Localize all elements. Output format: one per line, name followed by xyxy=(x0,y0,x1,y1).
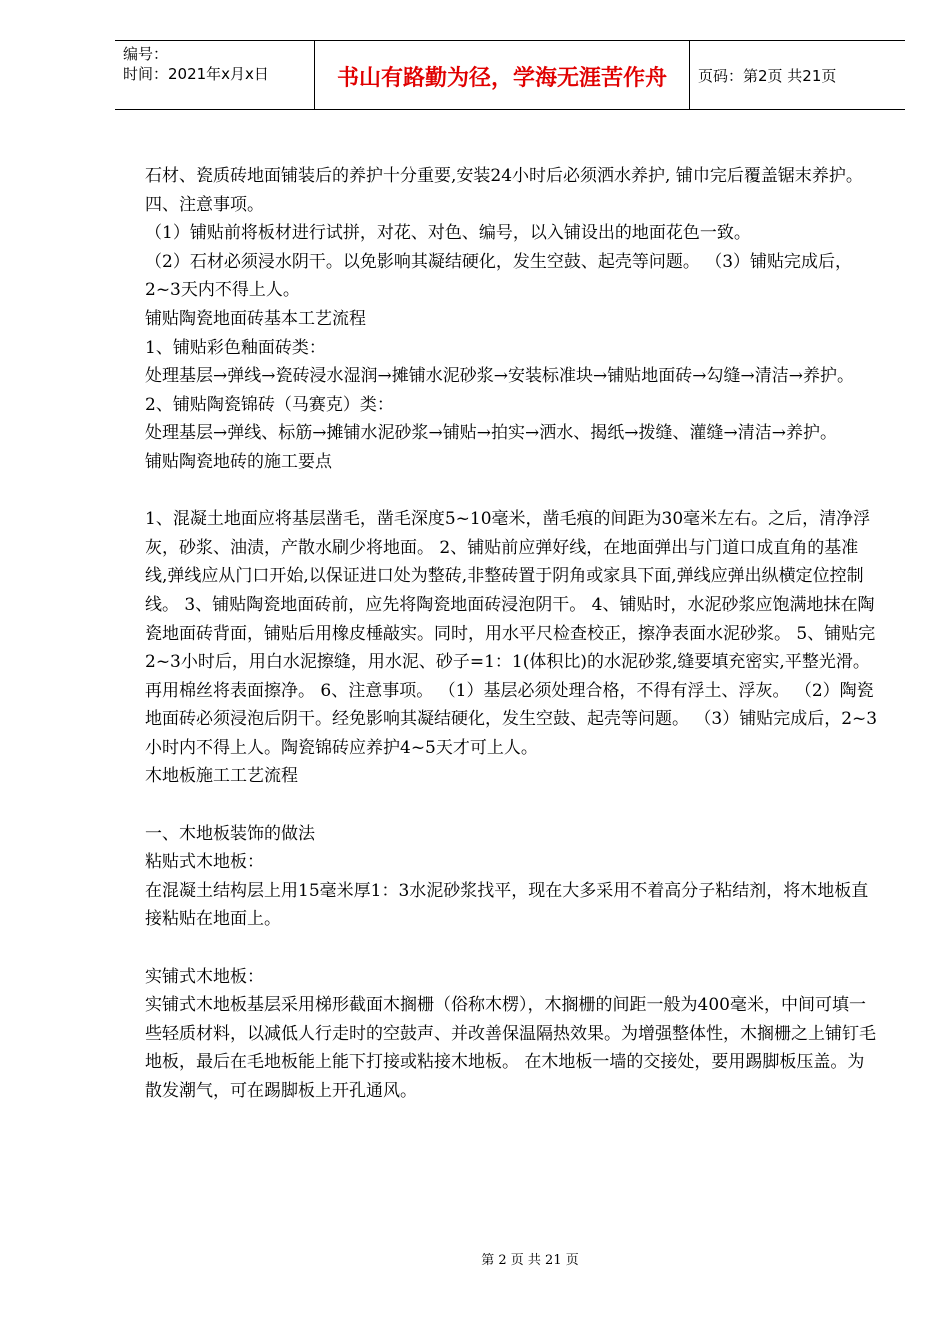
body-paragraph: 在混凝土结构层上用15毫米厚1：3水泥砂浆找平，现在大多采用不着高分子粘结剂，将木地板直接粘贴在地面上。 xyxy=(145,880,869,930)
section-heading: 四、注意事项。 xyxy=(145,194,264,215)
header-motto: 书山有路勤为径，学海无涯苦作舟 xyxy=(315,41,690,109)
subsection-heading: 1、铺贴彩色釉面砖类： xyxy=(145,337,326,358)
document-number-label: 编号： xyxy=(123,45,169,63)
process-flow: 处理基层→弹线→瓷砖浸水湿润→摊铺水泥砂浆→安装标准块→铺贴地面砖→勾缝→清洁→养护。 xyxy=(145,366,854,387)
subsection-heading: 2、铺贴陶瓷锦砖（马赛克）类： xyxy=(145,394,394,415)
body-paragraph: 石材、瓷质砖地面铺装后的养护十分重要,安装24小时后必须洒水养护, 铺巾完后覆盖锯末养护。 xyxy=(145,166,863,186)
section-heading: 铺贴陶瓷地面砖基本工艺流程 xyxy=(145,308,366,329)
page-header xyxy=(115,40,905,110)
body-paragraph: （2）石材必须浸水阴干。以免影响其凝结硬化，发生空鼓、起壳等问题。 （3）铺贴完成后，2~3天内不得上人。 xyxy=(145,251,853,301)
subsection-heading: 实铺式木地板： xyxy=(145,966,264,987)
blank-line xyxy=(145,477,880,506)
body-paragraph: 实铺式木地板基层采用梯形截面木搁栅（俗称木楞），木搁栅的间距一般为400毫米，中间可填一些轻质材料，以减低人行走时的空鼓声、并改善保温隔热效果。为增强整体性，木搁栅之上铺钉毛地板，最后在毛地板能上能下打接或粘接木地板。 在木地板一墙的交接处，要用踢脚板压盖。为散发潮气，可在踢脚板上开孔通风。 xyxy=(145,995,876,1101)
blank-line xyxy=(145,934,880,963)
body-paragraph: 1、混凝土地面应将基层凿毛，凿毛深度5~10毫米，凿毛痕的间距为30毫米左右。之后，清净浮灰，砂浆、油渍，产散水刷少将地面。 2、铺贴前应弹好线，在地面弹出与门道口成直角的基准线,弹线应从门口开始,以保证进口处为整砖,非整砖置于阴角或家具下面,弹线应弹出纵横定位控制线。 3、铺贴陶瓷地面砖前，应先将陶瓷地面砖浸泡阴干。 4、铺贴时，水泥砂浆应饱满地抹在陶瓷地面砖背面，铺贴后用橡皮棰敲实。同时，用水平尺检查校正，擦净表面水泥砂浆。 5、铺贴完2~3小时后，用白水泥擦缝，用水泥、砂子=1：1(体积比)的水泥砂浆,缝要填充密实,平整光滑。再用棉丝将表面擦净。 6、注意事项。 （1）基层必须处理合格，不得有浮土、浮灰。 （2）陶瓷地面砖必须浸泡后阴干。经免影响其凝结硬化，发生空鼓、起壳等问题。 （3）铺贴完成后，2~3小时内不得上人。陶瓷锦砖应养护4~5天才可上人。 xyxy=(145,509,878,758)
document-time-label: 时间：2021年x月x日 xyxy=(123,65,269,83)
subsection-heading: 粘贴式木地板： xyxy=(145,852,264,873)
section-heading: 铺贴陶瓷地砖的施工要点 xyxy=(145,451,332,472)
document-body xyxy=(145,162,880,1106)
header-page-info: 页码：第2页 共21页 xyxy=(698,66,837,85)
section-heading: 一、木地板装饰的做法 xyxy=(145,823,315,844)
body-paragraph: （1）铺贴前将板材进行试拼，对花、对色、编号，以入铺设出的地面花色一致。 xyxy=(145,223,751,244)
header-meta-cell xyxy=(115,41,315,109)
section-heading: 木地板施工工艺流程 xyxy=(145,766,298,787)
blank-line xyxy=(145,791,880,820)
page-footer: 第 2 页 共 21 页 xyxy=(481,1253,579,1268)
process-flow: 处理基层→弹线、标筋→摊铺水泥砂浆→铺贴→拍实→洒水、揭纸→拨缝、灌缝→清洁→养护。 xyxy=(145,423,837,444)
